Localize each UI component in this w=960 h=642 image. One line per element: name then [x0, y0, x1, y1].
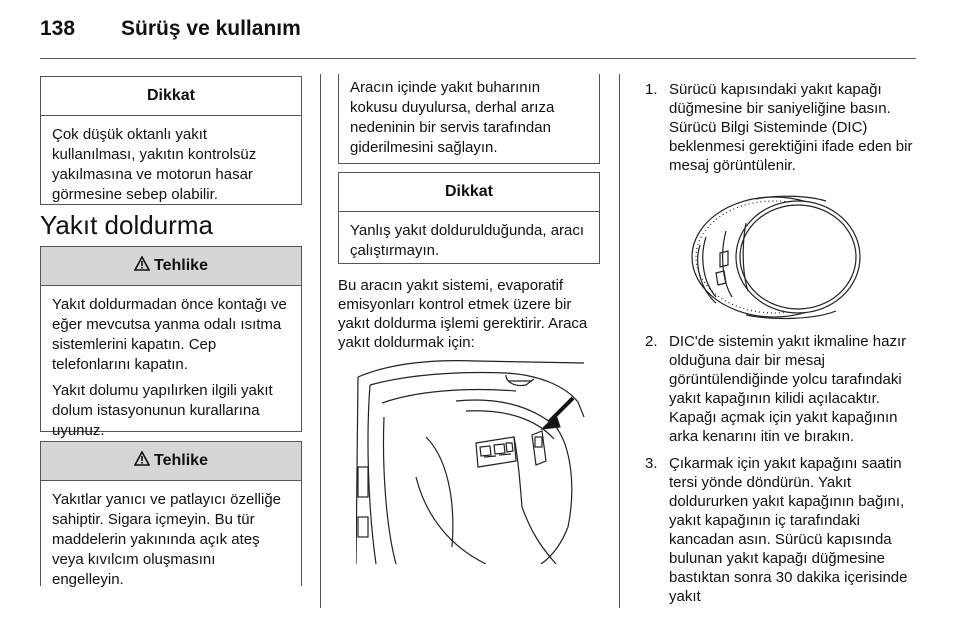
warning-triangle-icon: [134, 451, 150, 471]
notice-box: [40, 76, 302, 205]
notice-heading: Dikkat: [41, 77, 301, 116]
danger-header: [41, 442, 301, 481]
notice-text: Yanlış yakıt doldurulduğunda, aracı çalıştırmayın.: [350, 222, 585, 259]
step-number: 3.: [645, 455, 658, 472]
step-text: DIC'de sistemin yakıt ikmaline hazır olduğuna dair bir mesaj görüntülendiğinde yolcu tarafındaki yakıt kapağının kilidi açılacaktır. Kapağı açmak için yakıt kapağının arka kenarını itin ve bırakın.: [669, 333, 907, 445]
notice-text: Çok düşük oktanlı yakıt kullanılması, yakıtın kontrolsüz yakılmasına ve motorun hasar görmesine sebep olabilir.: [52, 126, 257, 203]
steps-2-3: [645, 332, 915, 606]
door-panel-illustration: [356, 357, 585, 564]
step-number: 1.: [645, 81, 658, 98]
continued-box: [338, 74, 600, 164]
column-divider-2: [619, 74, 620, 608]
notice-box-2: [338, 172, 600, 264]
header-rule: [40, 58, 916, 59]
fuel-door-button-illustration: [686, 193, 875, 321]
danger-box-2: [40, 441, 302, 586]
column-divider-1: [320, 74, 321, 608]
danger-header: [41, 247, 301, 286]
step-text: Sürücü kapısındaki yakıt kapağı düğmesine bir saniyeliğine basın. Sürücü Bilgi Sisteminde (DIC) beklenmesi gerektiğini ifade eden bir mesaj görüntülenir.: [669, 81, 913, 174]
step-1: [645, 80, 915, 175]
danger-box-1: [40, 246, 302, 439]
notice-heading: Dikkat: [339, 173, 599, 212]
step-3: [645, 454, 915, 606]
danger-heading: Tehlike: [154, 257, 208, 274]
danger-text: Yakıtlar yanıcı ve patlayıcı özelliğe sahiptir. Sigara içmeyin. Bu tür maddelerin yakınında açık ateş veya kıvılcım oluşmasını engelleyin.: [52, 491, 281, 588]
step-text: Çıkarmak için yakıt kapağını saatin tersi yönde döndürün. Yakıt doldururken yakıt kapağının bağını, yakıt kapağının iç tarafındaki kancadan asın. Sürücü kapısında bulunan yakıt kapağı düğmesine bastıktan sonra 30 dakika içerisinde yakıt: [669, 455, 908, 605]
step-2: [645, 332, 915, 446]
section-heading: Yakıt doldurma: [40, 210, 213, 240]
danger-text-2: Yakıt dolumu yapılırken ilgili yakıt dolum istasyonunun kurallarına uyunuz.: [52, 382, 273, 439]
page-title: Sürüş ve kullanım: [121, 17, 301, 40]
page-header: [40, 14, 301, 44]
step-number: 2.: [645, 333, 658, 350]
danger-heading: Tehlike: [154, 452, 208, 469]
warning-triangle-icon: [134, 256, 150, 276]
body-paragraph: Bu aracın yakıt sistemi, evaporatif emisyonları kontrol etmek üzere bir yakıt doldurma işlemi gerektirir. Araca yakıt doldurmak için:: [338, 277, 588, 351]
continued-text: Aracın içinde yakıt buharının kokusu duyulursa, derhal arıza nedeninin bir servis tarafından giderilmesini sağlayın.: [350, 79, 555, 156]
page-number: 138: [40, 17, 76, 40]
danger-text-1: Yakıt doldurmadan önce kontağı ve eğer mevcutsa yanma odalı ısıtma sistemlerini kapatın. Cep telefonlarını kapatın.: [52, 296, 287, 373]
